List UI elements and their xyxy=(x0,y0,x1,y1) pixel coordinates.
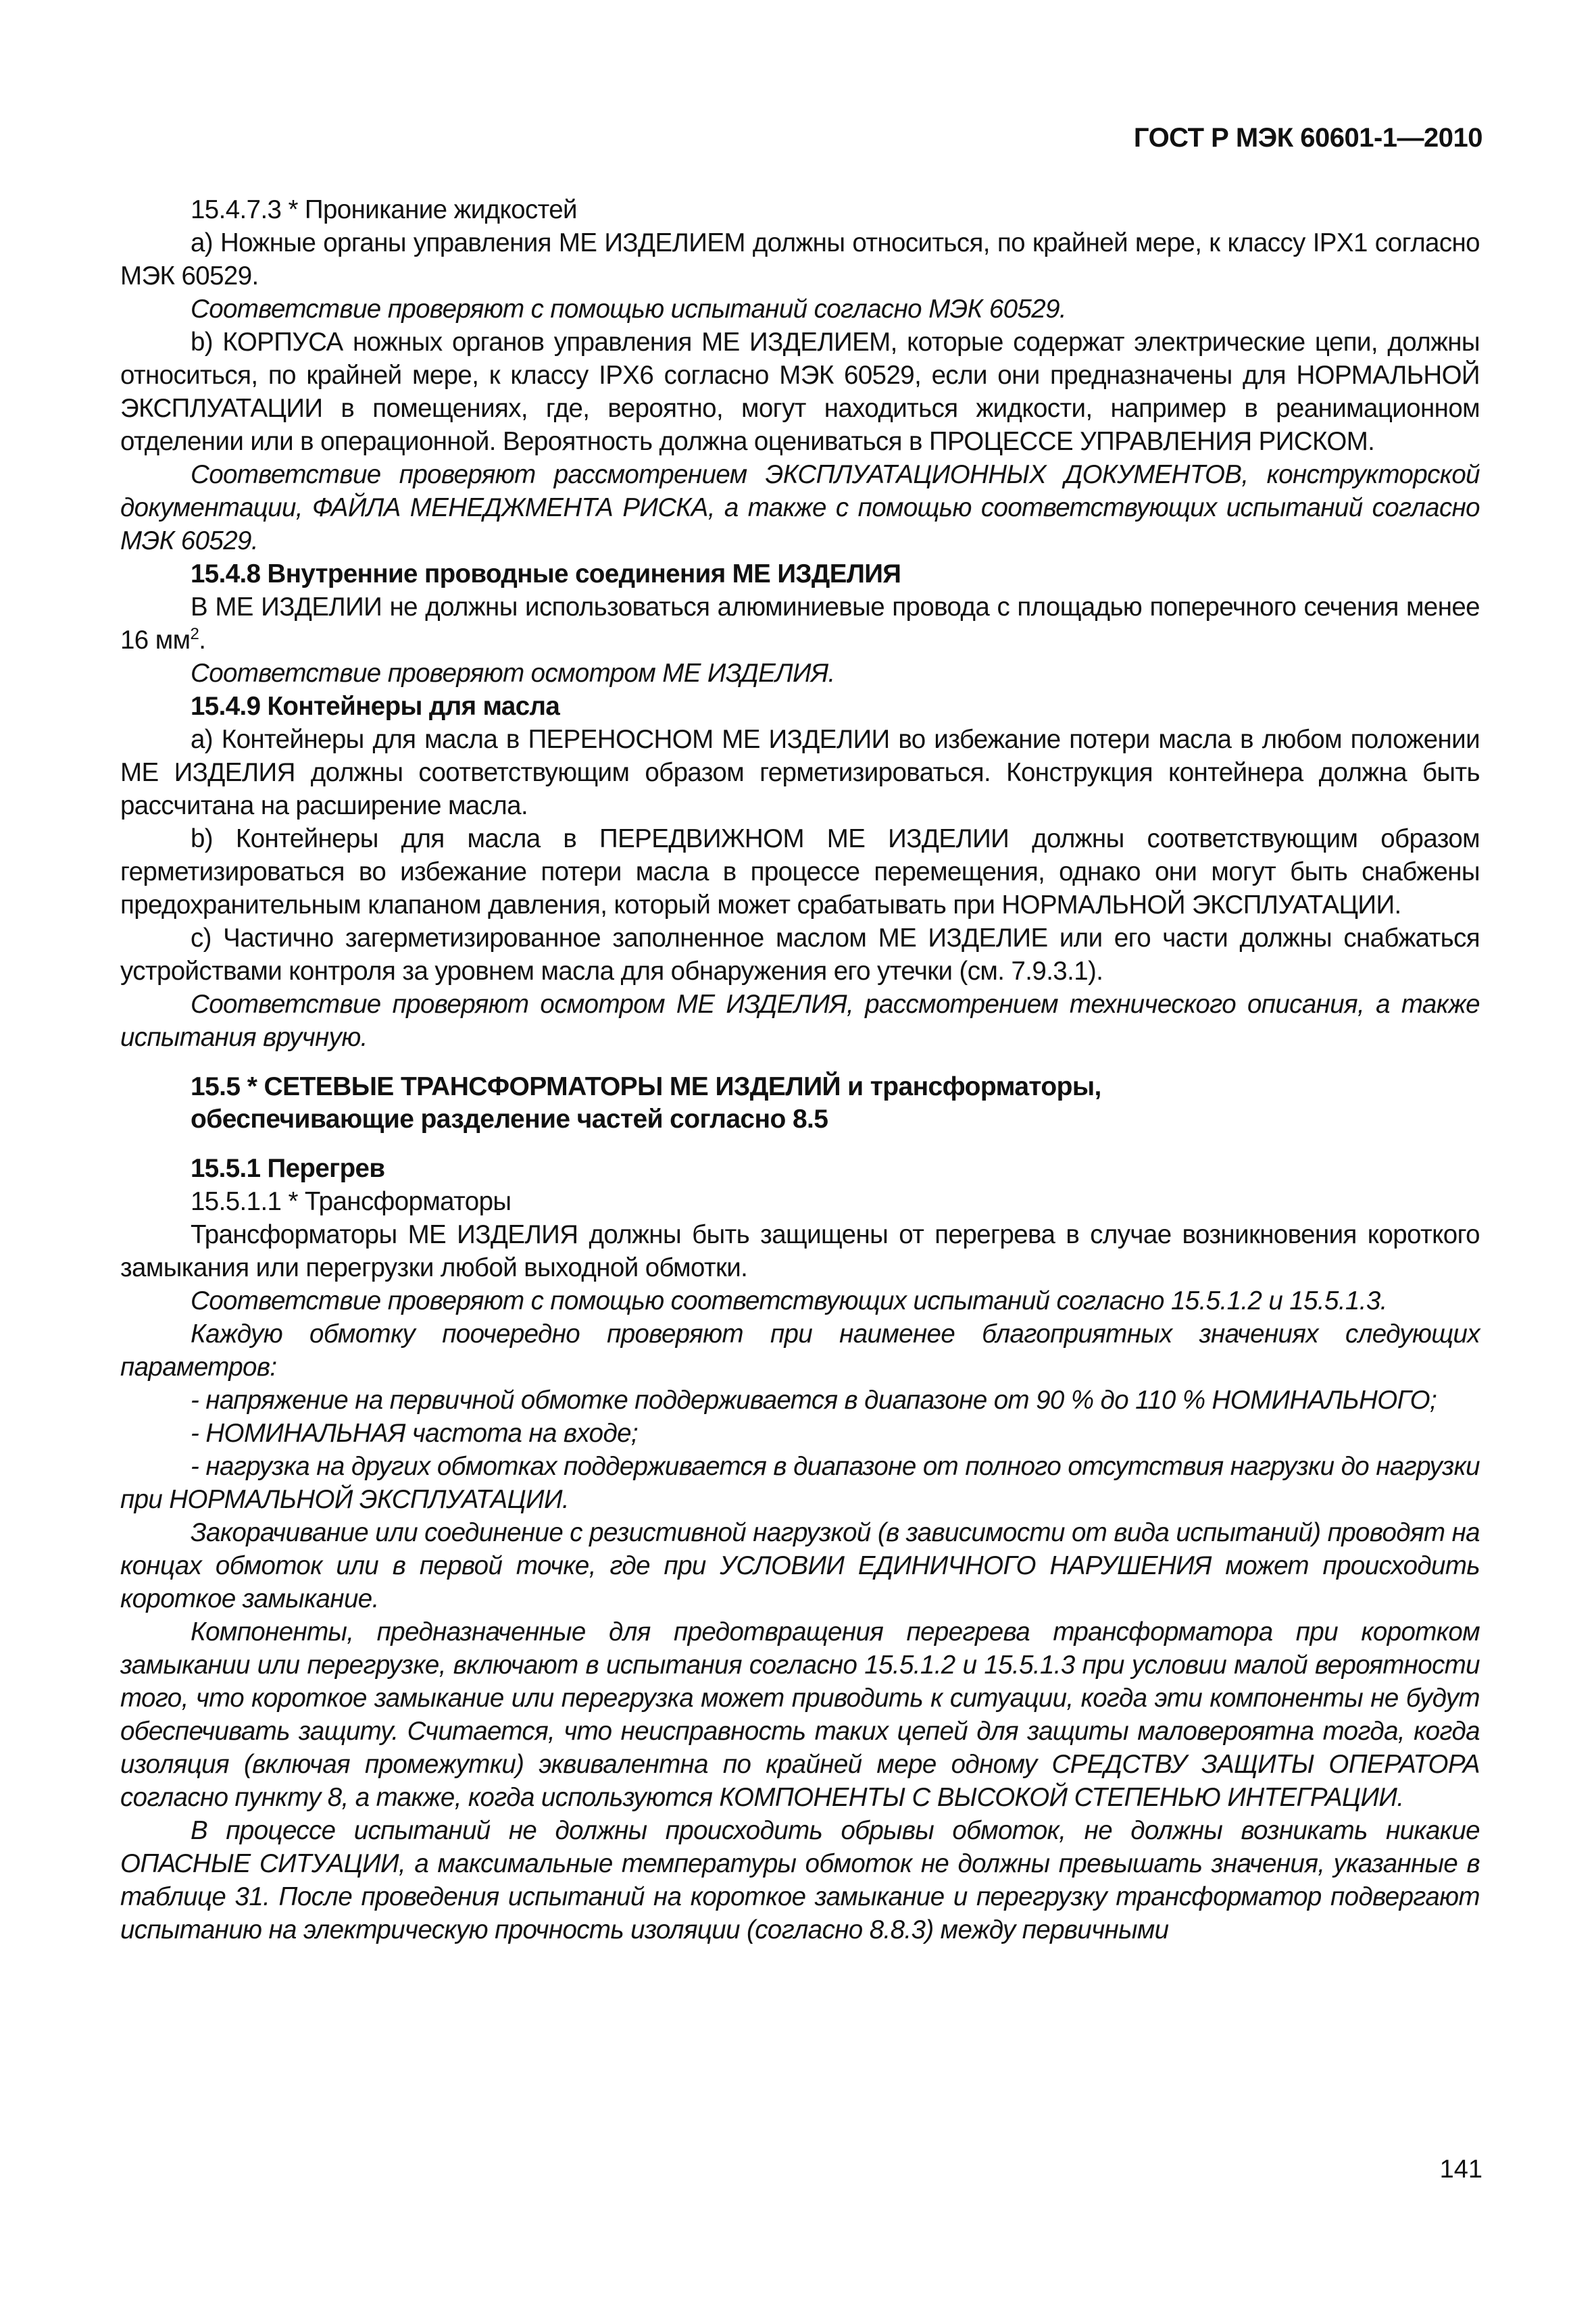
paragraph: с) Частично загерметизированное заполненное маслом МЕ ИЗДЕЛИЕ или его части должны снабжаться устройствами контроля за уровнем масла для обнаружения его утечки (см. 7.9.3.1). xyxy=(120,924,1480,986)
paragraph: а) Ножные органы управления МЕ ИЗДЕЛИЕМ должны относиться, по крайней мере, к классу IPX1 согласно МЭК 60529. xyxy=(120,228,1480,291)
heading-line-2: обеспечивающие разделение частей согласно 8.5 xyxy=(191,1105,828,1134)
paragraph-text: В МЕ ИЗДЕЛИИ не должны использоваться алюминиевые провода с площадью поперечного сечения менее 16 мм xyxy=(120,593,1480,655)
clause-15-4-9-heading: 15.4.9 Контейнеры для масла xyxy=(191,692,560,721)
paragraph: b) Контейнеры для масла в ПЕРЕДВИЖНОМ МЕ ИЗДЕЛИИ должны соответствующим образом герметизироваться во избежание потери масла в процессе перемещения, однако они могут быть снабжены предохранительным клапаном давления, который может срабатывать при НОРМАЛЬНОЙ ЭКСПЛУАТАЦИИ. xyxy=(120,824,1480,920)
document-header: ГОСТ Р МЭК 60601-1—2010 xyxy=(1133,123,1482,153)
compliance-note: Каждую обмотку поочередно проверяют при наименее благоприятных значениях следующих параметров: xyxy=(120,1319,1480,1382)
paragraph: b) КОРПУСА ножных органов управления МЕ ИЗДЕЛИЕМ, которые содержат электрические цепи, должны относиться, по крайней мере, к классу IPX6 согласно МЭК 60529, если они предназначены для НОРМАЛЬНОЙ ЭКСПЛУАТАЦИИ в помещениях, где, вероятно, могут находиться жидкости, например в реанимационном отделении или в операционной. Вероятность должна оцениваться в ПРОЦЕССЕ УПРАВЛЕНИЯ РИСКОМ. xyxy=(120,328,1480,456)
compliance-note: Соответствие проверяют осмотром МЕ ИЗДЕЛИЯ, рассмотрением технического описания, а также испытания вручную. xyxy=(120,990,1480,1052)
clause-15-5-1-heading: 15.5.1 Перегрев xyxy=(191,1154,385,1183)
heading-line-1: 15.5 * СЕТЕВЫЕ ТРАНСФОРМАТОРЫ МЕ ИЗДЕЛИЙ и трансформаторы, xyxy=(191,1072,1101,1101)
section-15-5-heading xyxy=(120,1071,1480,1136)
document-body xyxy=(120,193,1480,1946)
compliance-note: Соответствие проверяют рассмотрением ЭКСПЛУАТАЦИОННЫХ ДОКУМЕНТОВ, конструкторской документации, ФАЙЛА МЕНЕДЖМЕНТА РИСКА, а также с помощью соответствующих испытаний согласно МЭК 60529. xyxy=(120,460,1480,555)
paragraph-end: . xyxy=(199,626,206,655)
list-item: - нагрузка на других обмотках поддерживается в диапазоне от полного отсутствия нагрузки до нагрузки при НОРМАЛЬНОЙ ЭКСПЛУАТАЦИИ. xyxy=(120,1452,1480,1514)
paragraph xyxy=(120,590,1480,657)
paragraph: а) Контейнеры для масла в ПЕРЕНОСНОМ МЕ ИЗДЕЛИИ во избежание потери масла в любом положении МЕ ИЗДЕЛИЯ должны соответствующим образом герметизироваться. Конструкция контейнера должна быть рассчитана на расширение масла. xyxy=(120,725,1480,820)
compliance-note: Соответствие проверяют с помощью испытаний согласно МЭК 60529. xyxy=(191,295,1066,324)
compliance-note: Закорачивание или соединение с резистивной нагрузкой (в зависимости от вида испытаний) проводят на концах обмоток или в первой точке, где при УСЛОВИИ ЕДИНИЧНОГО НАРУШЕНИЯ может происходить короткое замыкание. xyxy=(120,1518,1480,1613)
paragraph: Трансформаторы МЕ ИЗДЕЛИЯ должны быть защищены от перегрева в случае возникновения короткого замыкания или перегрузки любой выходной обмотки. xyxy=(120,1220,1480,1282)
compliance-note: Соответствие проверяют осмотром МЕ ИЗДЕЛИЯ. xyxy=(191,659,835,688)
compliance-note: Компоненты, предназначенные для предотвращения перегрева трансформатора при коротком замыкании или перегрузке, включают в испытания согласно 15.5.1.2 и 15.5.1.3 при условии малой вероятности того, что короткое замыкание или перегрузка может приводить к ситуации, когда эти компоненты не будут обеспечивать защиту. Считается, что неисправность таких цепей для защиты маловероятна тогда, когда изоляция (включая промежутки) эквивалентна по крайней мере одному СРЕДСТВУ ЗАЩИТЫ ОПЕРАТОРА согласно пункту 8, а также, когда используются КОМПОНЕНТЫ С ВЫСОКОЙ СТЕПЕНЬЮ ИНТЕГРАЦИИ. xyxy=(120,1617,1480,1812)
page-number: 141 xyxy=(1439,2155,1482,2184)
compliance-note: В процессе испытаний не должны происходить обрывы обмоток, не должны возникать никакие ОПАСНЫЕ СИТУАЦИИ, а максимальные температуры обмоток не должны превышать значения, указанные в таблице 31. После проведения испытаний на короткое замыкание и перегрузку трансформатор подвергают испытанию на электрическую прочность изоляции (согласно 8.8.3) между первичными xyxy=(120,1816,1480,1944)
list-item: - напряжение на первичной обмотке поддерживается в диапазоне от 90 % до 110 % НОМИНАЛЬНОГО; xyxy=(191,1386,1437,1415)
list-item: - НОМИНАЛЬНАЯ частота на входе; xyxy=(191,1419,639,1448)
clause-15-5-1-1-title: 15.5.1.1 * Трансформаторы xyxy=(191,1187,512,1216)
superscript: 2 xyxy=(190,625,199,644)
compliance-note: Соответствие проверяют с помощью соответствующих испытаний согласно 15.5.1.2 и 15.5.1.3. xyxy=(191,1286,1387,1315)
clause-15-4-7-3-title: 15.4.7.3 * Проникание жидкостей xyxy=(191,195,577,224)
clause-15-4-8-heading: 15.4.8 Внутренние проводные соединения МЕ ИЗДЕЛИЯ xyxy=(191,559,901,588)
